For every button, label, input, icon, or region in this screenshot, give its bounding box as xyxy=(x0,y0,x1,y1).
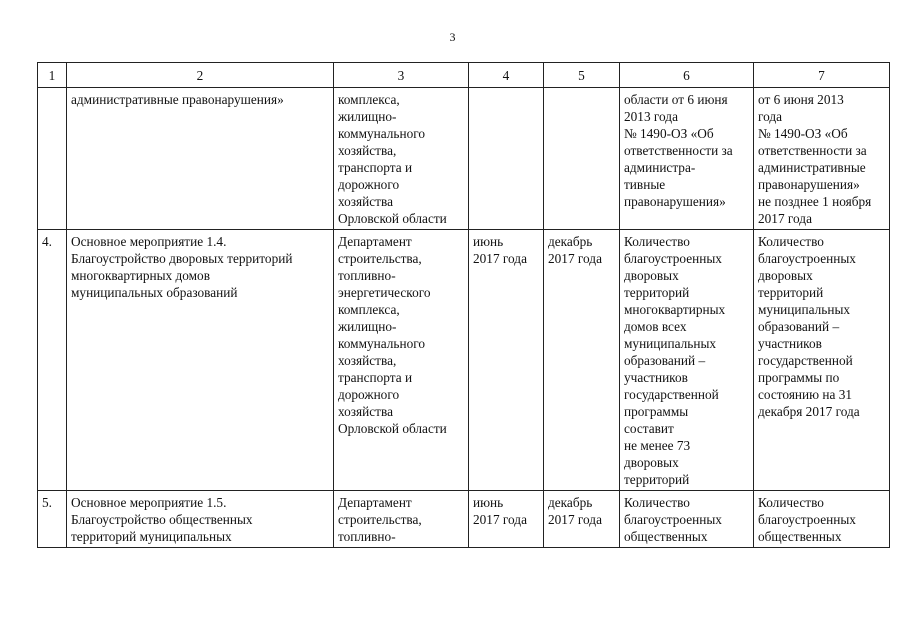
cell-text-line: государственной xyxy=(758,353,853,368)
cell-text-line: 2017 года xyxy=(473,512,527,527)
cell-text-line: административные xyxy=(758,160,866,175)
end-date-cell xyxy=(544,88,620,230)
cell-text-line: энергетического xyxy=(338,285,431,300)
table-row xyxy=(38,230,890,491)
cell-text-line: образований – xyxy=(758,319,840,334)
indicator-cell xyxy=(754,88,890,230)
cell-text-line: общественных xyxy=(624,529,708,544)
cell-text-line: комплекса, xyxy=(338,92,400,107)
cell-text-line: 2013 года xyxy=(624,109,678,124)
cell-text-line: общественных xyxy=(758,529,842,544)
cell-text-line: многоквартирных xyxy=(624,302,726,317)
column-header: 3 xyxy=(334,63,469,88)
cell-text-line: 2017 года xyxy=(758,211,812,226)
cell-text-line: топливно- xyxy=(338,268,396,283)
column-header: 6 xyxy=(620,63,754,88)
table-header-row xyxy=(38,63,890,88)
cell-text-line: Количество xyxy=(758,234,824,249)
cell-text-line: домов всех xyxy=(624,319,687,334)
cell-text-line: коммунального xyxy=(338,126,426,141)
start-date-cell xyxy=(469,88,544,230)
column-header: 7 xyxy=(754,63,890,88)
cell-text-line: муниципальных xyxy=(758,302,851,317)
event-name-cell xyxy=(67,230,334,491)
cell-text-line: топливно- xyxy=(338,529,396,544)
cell-text-line: декабря 2017 года xyxy=(758,404,860,419)
cell-text-line: хозяйства, xyxy=(338,143,397,158)
cell-text-line: июнь xyxy=(473,234,504,249)
cell-text-line: № 1490-ОЗ «Об xyxy=(624,126,714,141)
cell-text-line: года xyxy=(758,109,783,124)
indicator-cell xyxy=(754,230,890,491)
row-number-cell: 4. xyxy=(38,230,67,491)
cell-text-line: территорий xyxy=(758,285,824,300)
indicator-cell xyxy=(754,491,890,548)
cell-text-line: благоустроенных xyxy=(758,251,856,266)
expected-result-cell xyxy=(620,88,754,230)
cell-text-line: составит xyxy=(624,421,674,436)
cell-text-line: территорий xyxy=(624,472,690,487)
cell-text-line: дворовых xyxy=(624,455,679,470)
cell-text-line: Количество xyxy=(624,495,690,510)
column-header: 2 xyxy=(67,63,334,88)
cell-text-line: Благоустройство дворовых территорий xyxy=(71,251,293,266)
column-header: 4 xyxy=(469,63,544,88)
cell-text-line: Количество xyxy=(758,495,824,510)
start-date-cell xyxy=(469,491,544,548)
table-row xyxy=(38,88,890,230)
cell-text-line: Департамент xyxy=(338,495,412,510)
cell-text-line: благоустроенных xyxy=(758,512,856,527)
cell-text-line: правонарушения» xyxy=(758,177,860,192)
cell-text-line: ответственности за xyxy=(624,143,733,158)
cell-text-line: Орловской области xyxy=(338,421,447,436)
cell-text-line: № 1490-ОЗ «Об xyxy=(758,126,848,141)
cell-text-line: декабрь xyxy=(548,234,593,249)
cell-text-line: территорий муниципальных xyxy=(71,529,232,544)
cell-text-line: дворовых xyxy=(758,268,813,283)
cell-text-line: декабрь xyxy=(548,495,593,510)
cell-text-line: образований – xyxy=(624,353,706,368)
end-date-cell xyxy=(544,491,620,548)
cell-text-line: хозяйства, xyxy=(338,353,397,368)
end-date-cell xyxy=(544,230,620,491)
cell-text-line: программы xyxy=(624,404,689,419)
cell-text-line: тивные xyxy=(624,177,666,192)
cell-text-line: не менее 73 xyxy=(624,438,691,453)
row-number-cell: 5. xyxy=(38,491,67,548)
cell-text-line: ответственности за xyxy=(758,143,867,158)
cell-text-line: состоянию на 31 xyxy=(758,387,853,402)
cell-text-line: Основное мероприятие 1.5. xyxy=(71,495,227,510)
cell-text-line: комплекса, xyxy=(338,302,400,317)
cell-text-line: области от 6 июня xyxy=(624,92,728,107)
column-header: 5 xyxy=(544,63,620,88)
cell-text-line: дорожного xyxy=(338,177,400,192)
row-number-cell xyxy=(38,88,67,230)
event-name-cell xyxy=(67,491,334,548)
cell-text-line: дворовых xyxy=(624,268,679,283)
cell-text-line: июнь xyxy=(473,495,504,510)
cell-text-line: 2017 года xyxy=(548,251,602,266)
executor-cell xyxy=(334,230,469,491)
cell-text-line: муниципальных xyxy=(624,336,717,351)
cell-text-line: многоквартирных домов xyxy=(71,268,210,283)
executor-cell xyxy=(334,491,469,548)
start-date-cell xyxy=(469,230,544,491)
cell-text-line: 2017 года xyxy=(548,512,602,527)
cell-text-line: административные правонарушения» xyxy=(71,92,284,107)
cell-text-line: муниципальных образований xyxy=(71,285,238,300)
cell-text-line: программы по xyxy=(758,370,840,385)
cell-text-line: Благоустройство общественных xyxy=(71,512,253,527)
cell-text-line: Основное мероприятие 1.4. xyxy=(71,234,227,249)
cell-text-line: транспорта и xyxy=(338,370,413,385)
page-number: 3 xyxy=(449,30,456,44)
cell-text-line: хозяйства xyxy=(338,194,393,209)
cell-text-line: жилищно- xyxy=(338,109,397,124)
cell-text-line: благоустроенных xyxy=(624,251,722,266)
cell-text-line: территорий xyxy=(624,285,690,300)
cell-text-line: благоустроенных xyxy=(624,512,722,527)
expected-result-cell xyxy=(620,230,754,491)
expected-result-cell xyxy=(620,491,754,548)
executor-cell xyxy=(334,88,469,230)
cell-text-line: государственной xyxy=(624,387,719,402)
table-row xyxy=(38,491,890,548)
cell-text-line: правонарушения» xyxy=(624,194,726,209)
cell-text-line: строительства, xyxy=(338,251,422,266)
cell-text-line: хозяйства xyxy=(338,404,393,419)
cell-text-line: Количество xyxy=(624,234,690,249)
cell-text-line: Орловской области xyxy=(338,211,447,226)
cell-text-line: Департамент xyxy=(338,234,412,249)
cell-text-line: участников xyxy=(758,336,822,351)
cell-text-line: участников xyxy=(624,370,688,385)
cell-text-line: администра- xyxy=(624,160,696,175)
cell-text-line: 2017 года xyxy=(473,251,527,266)
cell-text-line: транспорта и xyxy=(338,160,413,175)
cell-text-line: строительства, xyxy=(338,512,422,527)
cell-text-line: дорожного xyxy=(338,387,400,402)
event-name-cell xyxy=(67,88,334,230)
cell-text-line: не позднее 1 ноября xyxy=(758,194,872,209)
cell-text-line: от 6 июня 2013 xyxy=(758,92,844,107)
events-table xyxy=(37,62,890,548)
column-header: 1 xyxy=(38,63,67,88)
cell-text-line: коммунального xyxy=(338,336,426,351)
cell-text-line: жилищно- xyxy=(338,319,397,334)
